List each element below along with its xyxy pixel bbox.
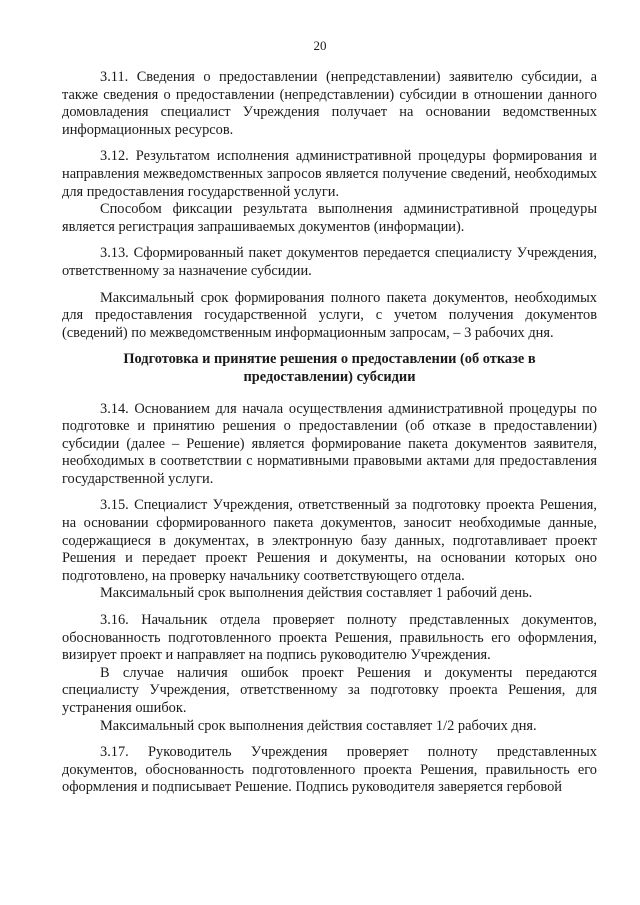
paragraph-3-16: 3.16. Начальник отдела проверяет полноту представленных документов, обоснованность подготовленного проекта Решения, правильность его оформления, визирует проект и направляет на подпись руководителю Учреждения.: [62, 612, 597, 664]
page-number: 20: [313, 38, 327, 53]
paragraph-3-13: 3.13. Сформированный пакет документов передается специалисту Учреждения, ответственному за назначение субсидии.: [62, 245, 597, 279]
paragraph-3-17: 3.17. Руководитель Учреждения проверяет полноту представленных документов, обоснованность подготовленного проекта Решения, правильность его оформления и подписывает Решение. Подпись руководителя заверяется гербовой: [62, 744, 597, 796]
paragraph-3-15: 3.15. Специалист Учреждения, ответственный за подготовку проекта Решения, на основании сформированного пакета документов, заносит необходимые данные, содержащиеся в документах, в электронную базу данных, подготавливает проект Решения и передает проект Решения и документы, на основании которых оно подготовлено, на проверку начальнику соответствующего отдела.: [62, 497, 597, 584]
paragraph-fixation-method: Способом фиксации результата выполнения административной процедуры является регистрация запрашиваемых документов (информации).: [62, 201, 597, 235]
page-content: [62, 69, 597, 797]
paragraph-max-term-1-day: Максимальный срок выполнения действия составляет 1 рабочий день.: [100, 585, 533, 602]
section-heading: Подготовка и принятие решения о предоставлении (об отказе в предоставлении) субсидии: [123, 351, 536, 385]
paragraph-3-12: 3.12. Результатом исполнения административной процедуры формирования и направления межведомственных запросов является получение сведений, необходимых для предоставления государственной услуги.: [62, 148, 597, 200]
paragraph-3-11: 3.11. Сведения о предоставлении (непредставлении) заявителю субсидии, а также сведения о предоставлении (непредставлении) субсидии в отношении данного домовладения специалист Учреждения получает на основании ведомственных информационных ресурсов.: [62, 69, 597, 138]
paragraph-max-term-formation: Максимальный срок формирования полного пакета документов, необходимых для предоставления государственной услуги, с учетом получения документов (сведений) по межведомственным информационным запросам, – 3 рабочих дня.: [62, 289, 597, 341]
paragraph-3-14: 3.14. Основанием для начала осуществления административной процедуры по подготовке и принятию решения о предоставлении (об отказе в предоставлении) субсидии (далее – Решение) является формирование пакета документов заявителя, необходимых в соответствии с нормативными правовыми актами для предоставления государственной услуги.: [62, 400, 597, 487]
paragraph-errors-case: В случае наличия ошибок проект Решения и документы передаются специалисту Учреждения, ответственному за подготовку проекта Решения, для устранения ошибок.: [62, 664, 597, 716]
paragraph-max-term-half-day: Максимальный срок выполнения действия составляет 1/2 рабочих дня.: [100, 717, 537, 734]
